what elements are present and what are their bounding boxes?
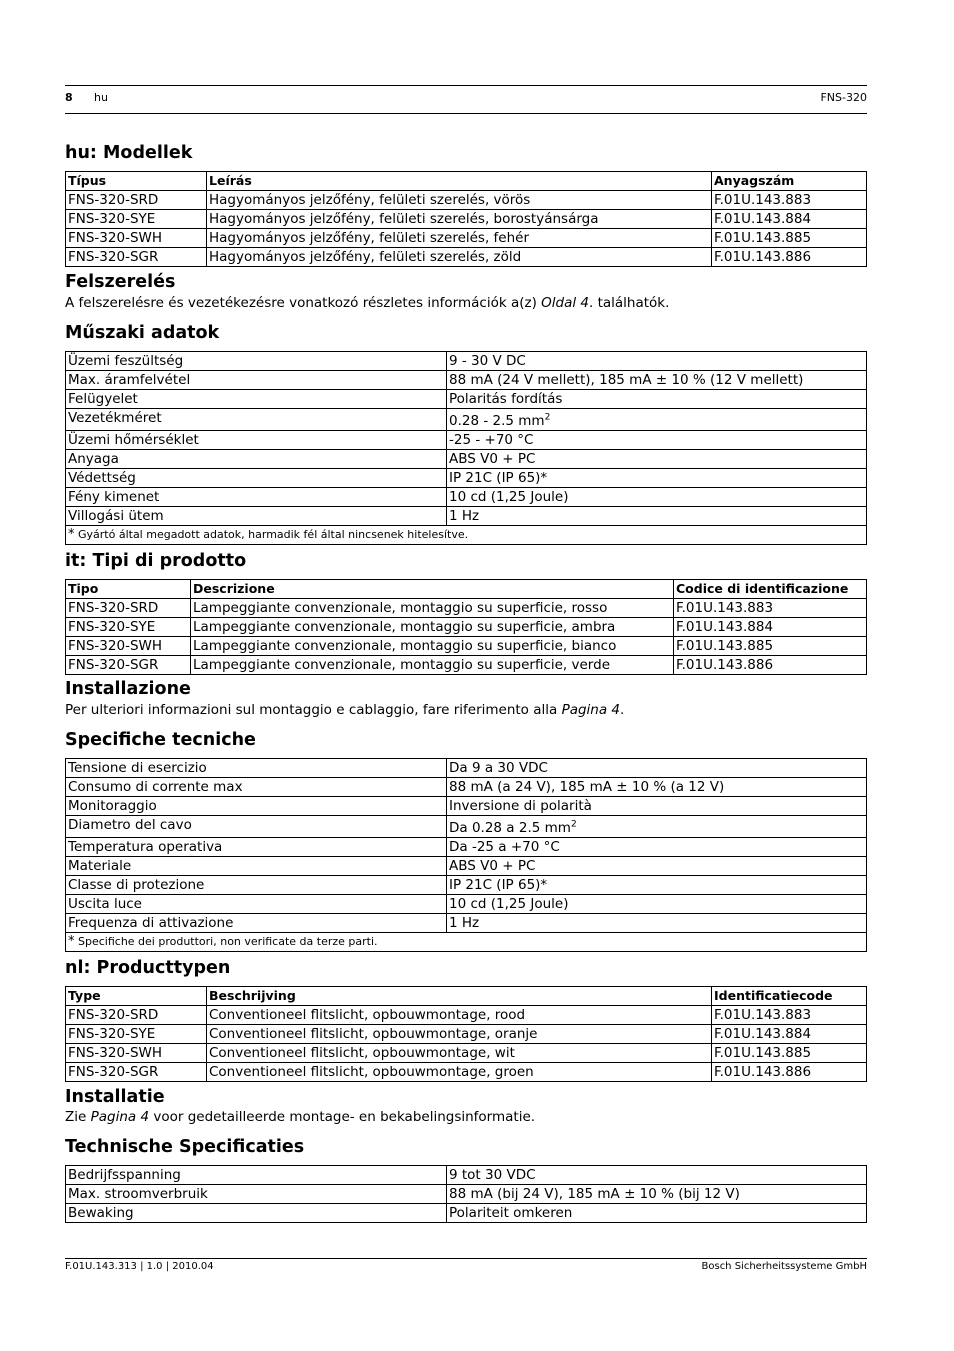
table-row xyxy=(66,797,867,816)
cell: Hagyományos jelzőfény, felületi szerelés, fehér xyxy=(207,229,712,248)
footnote xyxy=(66,526,867,545)
table-row xyxy=(66,857,867,876)
cell: FNS-320-SWH xyxy=(66,1044,207,1063)
table-row xyxy=(66,1185,867,1204)
table-row xyxy=(66,409,867,431)
cell: Lampeggiante convenzionale, montaggio su superficie, ambra xyxy=(191,618,674,637)
cell: Hagyományos jelzőfény, felületi szerelés, borostyánsárga xyxy=(207,210,712,229)
footnote xyxy=(66,933,867,952)
page-number: 8 xyxy=(65,91,73,104)
cell: 10 cd (1,25 Joule) xyxy=(447,895,867,914)
nl-install-text xyxy=(65,1109,535,1125)
table-row xyxy=(66,1063,867,1082)
cell: Uscita luce xyxy=(66,895,447,914)
cell: FNS-320-SWH xyxy=(66,229,207,248)
cell: 1 Hz xyxy=(447,507,867,526)
hu-tech-table xyxy=(65,351,867,545)
cell: Üzemi hőmérséklet xyxy=(66,431,447,450)
table-row xyxy=(66,914,867,933)
cell: FNS-320-SYE xyxy=(66,1025,207,1044)
table-row xyxy=(66,390,867,409)
table-row xyxy=(66,1044,867,1063)
table-row xyxy=(66,1025,867,1044)
cell: F.01U.143.886 xyxy=(712,248,867,267)
cell: Anyaga xyxy=(66,450,447,469)
table-row xyxy=(66,759,867,778)
table-row xyxy=(66,876,867,895)
nl-tech-title: Technische Specificaties xyxy=(65,1137,305,1157)
text-part: Zie xyxy=(65,1109,91,1125)
table-row xyxy=(66,229,867,248)
table-row xyxy=(66,488,867,507)
cell: 88 mA (24 V mellett), 185 mA ± 10 % (12 V mellett) xyxy=(447,371,867,390)
cell: F.01U.143.885 xyxy=(712,1044,867,1063)
text-part: . találhatók. xyxy=(589,295,670,311)
cell: Frequenza di attivazione xyxy=(66,914,447,933)
table-row xyxy=(66,450,867,469)
cell: Bedrijfsspanning xyxy=(66,1166,447,1185)
cell: Polariteit omkeren xyxy=(447,1204,867,1223)
table-row xyxy=(66,210,867,229)
table-row xyxy=(66,778,867,797)
asterisk: * xyxy=(68,934,75,949)
cell: ABS V0 + PC xyxy=(447,857,867,876)
cell: FNS-320-SRD xyxy=(66,1006,207,1025)
it-tech-table xyxy=(65,758,867,952)
nl-tech-table xyxy=(65,1165,867,1223)
hu-install-title: Felszerelés xyxy=(65,272,176,292)
cell: 9 tot 30 VDC xyxy=(447,1166,867,1185)
it-models-title: it: Tipi di prodotto xyxy=(65,551,247,571)
page-reference: Pagina 4 xyxy=(561,702,621,718)
table-row xyxy=(66,618,867,637)
text-part: voor gedetailleerde montage- en bekabelingsinformatie. xyxy=(149,1109,536,1125)
text-part: Per ulteriori informazioni sul montaggio e cablaggio, fare riferimento alla xyxy=(65,702,562,718)
table-row xyxy=(66,656,867,675)
cell: F.01U.143.883 xyxy=(712,1006,867,1025)
table-row xyxy=(66,469,867,488)
cell: Conventioneel flitslicht, opbouwmontage, oranje xyxy=(207,1025,712,1044)
cell: IP 21C (IP 65)* xyxy=(447,469,867,488)
cell: Felügyelet xyxy=(66,390,447,409)
cell: FNS-320-SRD xyxy=(66,191,207,210)
cell: Hagyományos jelzőfény, felületi szerelés, vörös xyxy=(207,191,712,210)
cell xyxy=(447,409,867,431)
it-install-title: Installazione xyxy=(65,679,191,699)
asterisk: * xyxy=(68,527,75,542)
col-header: Codice di identificazione xyxy=(674,580,867,599)
col-header: Type xyxy=(66,987,207,1006)
table-row xyxy=(66,1006,867,1025)
company-name: Bosch Sicherheitssysteme GmbH xyxy=(701,1261,867,1272)
cell: Inversione di polarità xyxy=(447,797,867,816)
cell: Max. áramfelvétel xyxy=(66,371,447,390)
header-model: FNS-320 xyxy=(820,91,867,104)
cell: 1 Hz xyxy=(447,914,867,933)
cell: F.01U.143.883 xyxy=(674,599,867,618)
cell: 9 - 30 V DC xyxy=(447,352,867,371)
cell: FNS-320-SYE xyxy=(66,210,207,229)
cell: Lampeggiante convenzionale, montaggio su superficie, verde xyxy=(191,656,674,675)
cell-value: 0.28 - 2.5 mm xyxy=(449,413,545,429)
hu-install-text xyxy=(65,295,669,311)
page-footer xyxy=(65,1258,867,1272)
it-install-text xyxy=(65,702,624,718)
cell: F.01U.143.886 xyxy=(674,656,867,675)
table-row xyxy=(66,191,867,210)
col-header: Tipo xyxy=(66,580,191,599)
cell: FNS-320-SGR xyxy=(66,656,191,675)
cell: 10 cd (1,25 Joule) xyxy=(447,488,867,507)
table-row xyxy=(66,1204,867,1223)
table-row xyxy=(66,352,867,371)
cell: FNS-320-SGR xyxy=(66,248,207,267)
page-reference: Oldal 4 xyxy=(541,295,589,311)
table-row xyxy=(66,895,867,914)
cell: Conventioneel flitslicht, opbouwmontage, groen xyxy=(207,1063,712,1082)
cell: Max. stroomverbruik xyxy=(66,1185,447,1204)
cell: 88 mA (bij 24 V), 185 mA ± 10 % (bij 12 V) xyxy=(447,1185,867,1204)
cell: ABS V0 + PC xyxy=(447,450,867,469)
nl-models-title: nl: Producttypen xyxy=(65,958,231,978)
superscript: 2 xyxy=(570,819,577,830)
cell: Conventioneel flitslicht, opbouwmontage, wit xyxy=(207,1044,712,1063)
cell: Védettség xyxy=(66,469,447,488)
cell: Vezetékméret xyxy=(66,409,447,431)
superscript: 2 xyxy=(544,412,551,423)
cell: Classe di protezione xyxy=(66,876,447,895)
it-models-table xyxy=(65,579,867,675)
col-header: Típus xyxy=(66,172,207,191)
col-header: Leírás xyxy=(207,172,712,191)
cell xyxy=(447,816,867,838)
cell: F.01U.143.886 xyxy=(712,1063,867,1082)
text-part: A felszerelésre és vezetékezésre vonatkozó részletes információk a(z) xyxy=(65,295,542,311)
cell: Üzemi feszültség xyxy=(66,352,447,371)
cell: 88 mA (a 24 V), 185 mA ± 10 % (a 12 V) xyxy=(447,778,867,797)
table-header-row xyxy=(66,172,867,191)
cell: IP 21C (IP 65)* xyxy=(447,876,867,895)
cell: Villogási ütem xyxy=(66,507,447,526)
cell: Materiale xyxy=(66,857,447,876)
hu-models-title: hu: Modellek xyxy=(65,143,193,163)
nl-models-table xyxy=(65,986,867,1082)
col-header: Identificatiecode xyxy=(712,987,867,1006)
footnote-text: Gyártó által megadott adatok, harmadik fél által nincsenek hitelesítve. xyxy=(78,528,469,541)
cell: Lampeggiante convenzionale, montaggio su superficie, rosso xyxy=(191,599,674,618)
cell: Polaritás fordítás xyxy=(447,390,867,409)
cell: Da -25 a +70 °C xyxy=(447,838,867,857)
table-note-row xyxy=(66,526,867,545)
cell: Monitoraggio xyxy=(66,797,447,816)
cell: FNS-320-SWH xyxy=(66,637,191,656)
table-row xyxy=(66,1166,867,1185)
table-row xyxy=(66,507,867,526)
it-tech-title: Specifiche tecniche xyxy=(65,730,256,750)
cell: F.01U.143.885 xyxy=(712,229,867,248)
page-header xyxy=(65,85,867,114)
table-row xyxy=(66,371,867,390)
col-header: Descrizione xyxy=(191,580,674,599)
hu-models-table xyxy=(65,171,867,267)
cell: FNS-320-SRD xyxy=(66,599,191,618)
cell: Conventioneel flitslicht, opbouwmontage, rood xyxy=(207,1006,712,1025)
cell: Bewaking xyxy=(66,1204,447,1223)
cell: Hagyományos jelzőfény, felületi szerelés, zöld xyxy=(207,248,712,267)
table-header-row xyxy=(66,987,867,1006)
hu-tech-title: Műszaki adatok xyxy=(65,323,220,343)
cell: Diametro del cavo xyxy=(66,816,447,838)
cell: F.01U.143.884 xyxy=(712,210,867,229)
cell: Temperatura operativa xyxy=(66,838,447,857)
cell: -25 - +70 °C xyxy=(447,431,867,450)
table-row xyxy=(66,816,867,838)
cell: Tensione di esercizio xyxy=(66,759,447,778)
cell: F.01U.143.883 xyxy=(712,191,867,210)
nl-install-title: Installatie xyxy=(65,1087,165,1107)
cell: Consumo di corrente max xyxy=(66,778,447,797)
cell: F.01U.143.884 xyxy=(674,618,867,637)
col-header: Anyagszám xyxy=(712,172,867,191)
table-row xyxy=(66,637,867,656)
table-row xyxy=(66,599,867,618)
document-id: F.01U.143.313 | 1.0 | 2010.04 xyxy=(65,1261,214,1272)
cell: F.01U.143.884 xyxy=(712,1025,867,1044)
text-part: . xyxy=(620,702,625,718)
cell: FNS-320-SYE xyxy=(66,618,191,637)
table-header-row xyxy=(66,580,867,599)
cell: Lampeggiante convenzionale, montaggio su superficie, bianco xyxy=(191,637,674,656)
col-header: Beschrijving xyxy=(207,987,712,1006)
header-language: hu xyxy=(94,91,108,104)
page-reference: Pagina 4 xyxy=(90,1109,150,1125)
cell-value: Da 0.28 a 2.5 mm xyxy=(449,820,571,836)
table-row xyxy=(66,248,867,267)
table-row xyxy=(66,838,867,857)
cell: Fény kimenet xyxy=(66,488,447,507)
cell: FNS-320-SGR xyxy=(66,1063,207,1082)
table-note-row xyxy=(66,933,867,952)
cell: Da 9 a 30 VDC xyxy=(447,759,867,778)
cell: F.01U.143.885 xyxy=(674,637,867,656)
table-row xyxy=(66,431,867,450)
footnote-text: Specifiche dei produttori, non verificate da terze parti. xyxy=(78,935,378,948)
